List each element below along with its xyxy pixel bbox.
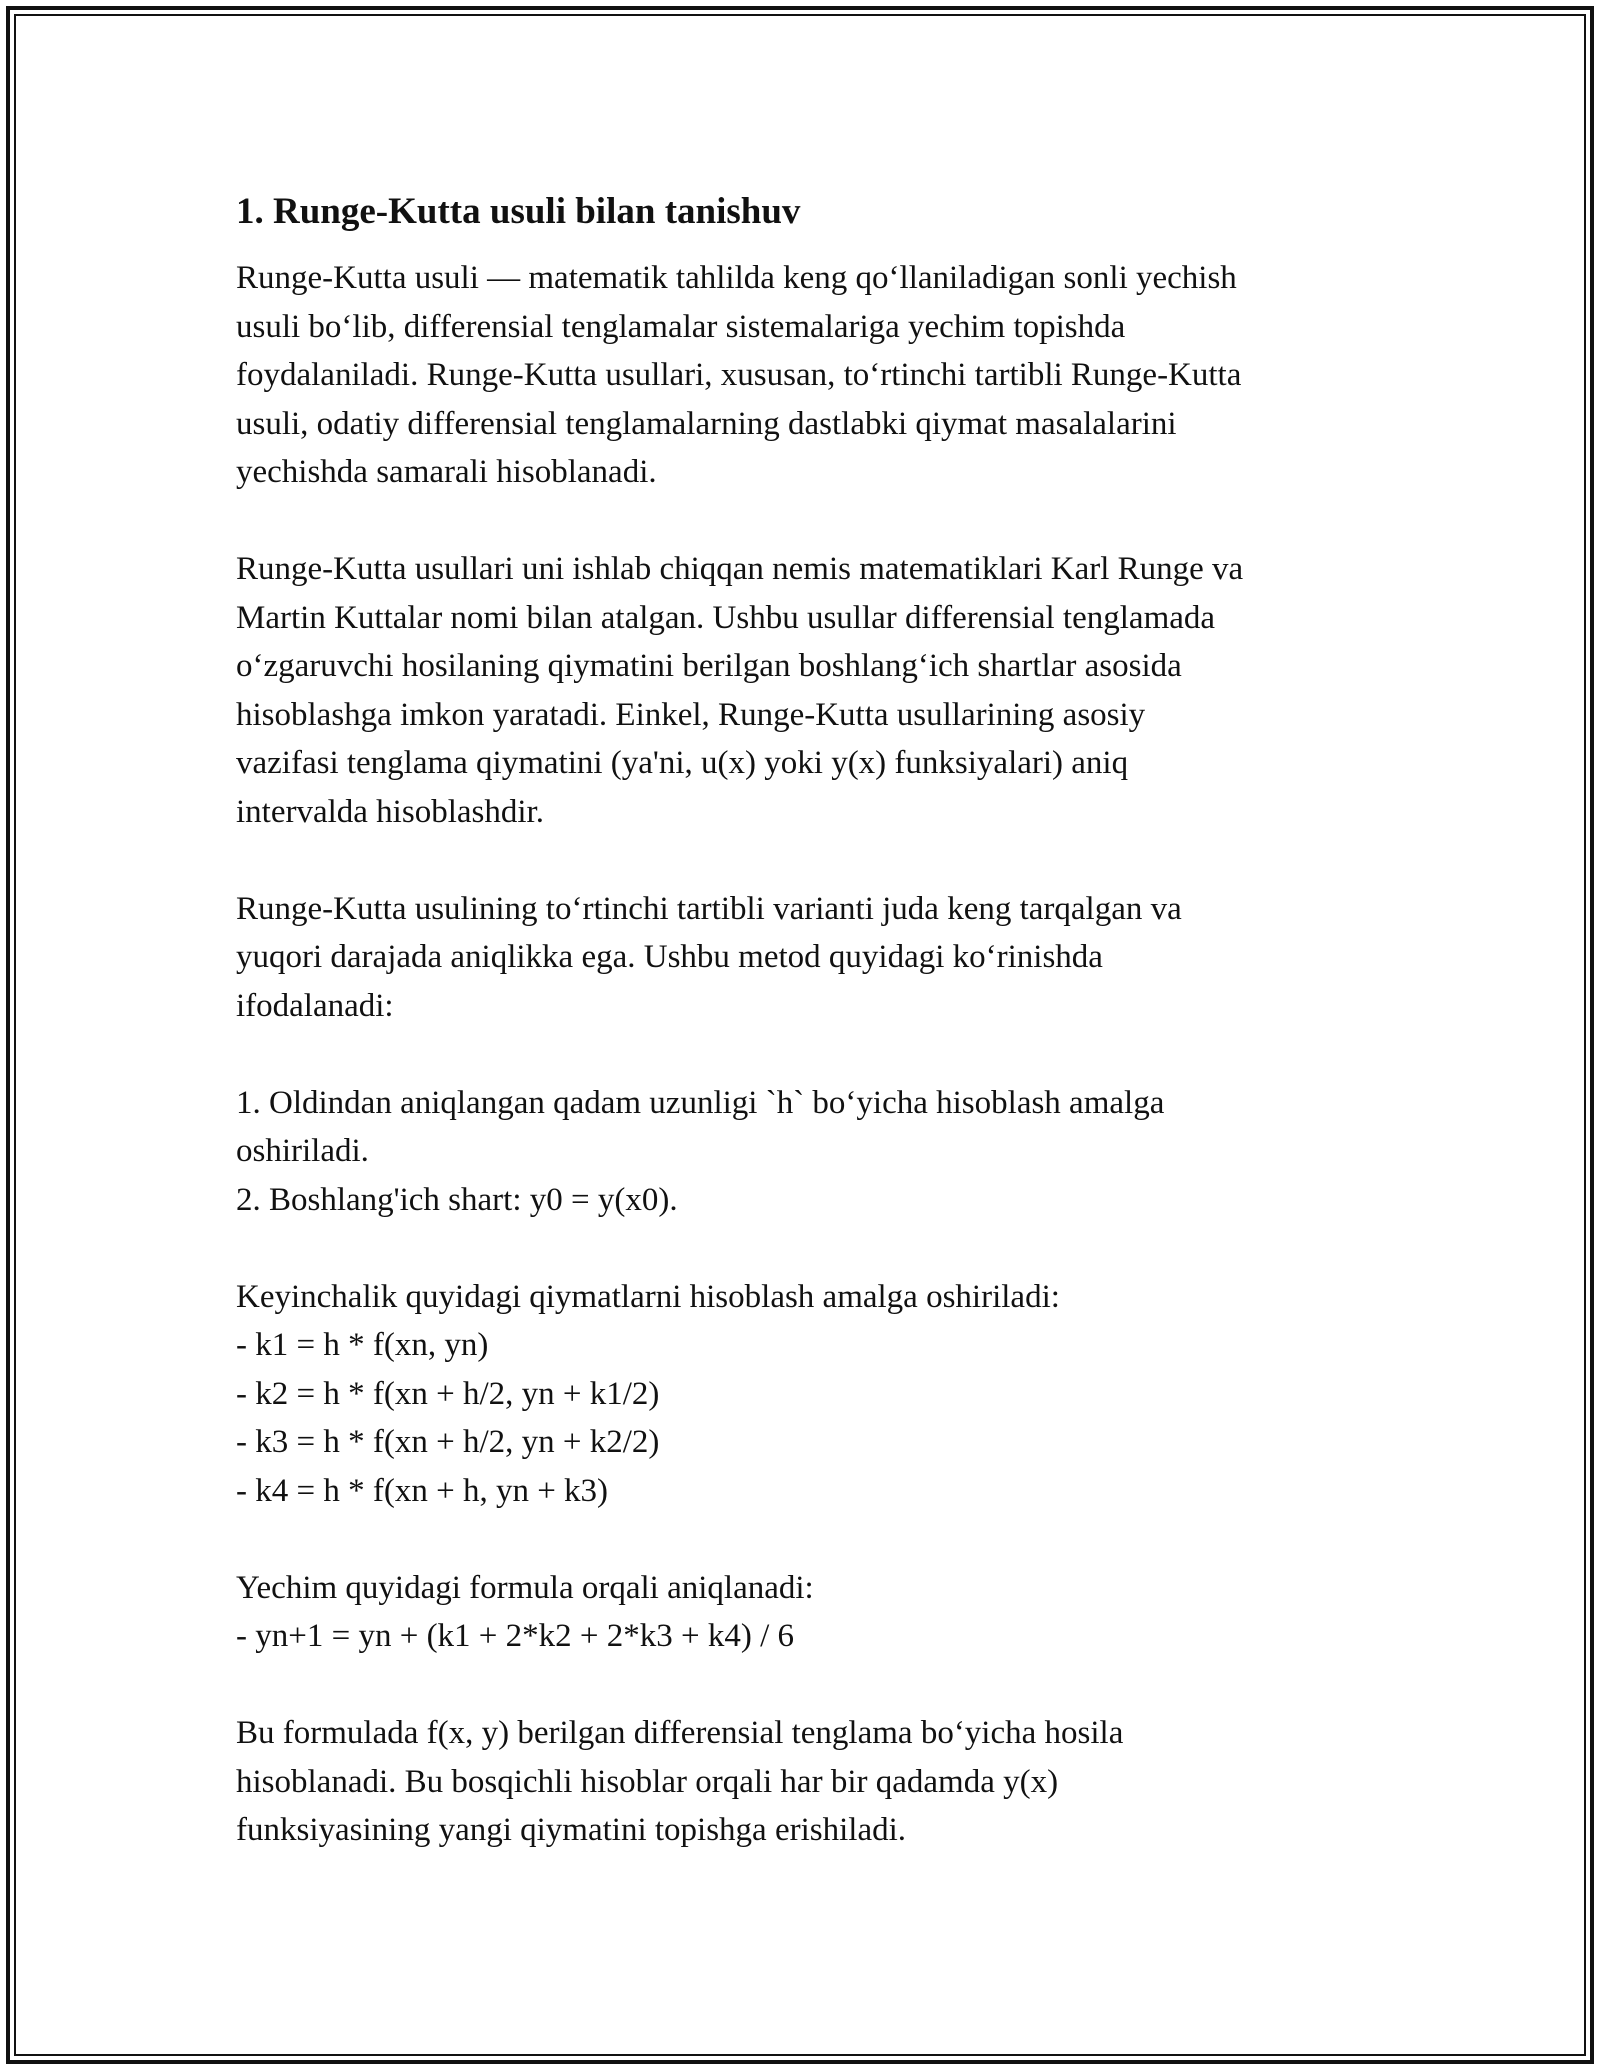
k1-formula: - k1 = h * f(xn, yn): [236, 1327, 489, 1363]
intro-paragraph: Runge-Kutta usuli — matematik tahlilda keng qo‘llaniladigan sonli yechish usuli bo‘lib, differensial tenglamalar sistemalariga yechim topishda foydalaniladi. Runge-Kutta usullari, xususan, to‘rtinchi tartibli Runge-Kutta usuli, odatiy differensial tenglamalarning dastlabki qiymat masalalarini yechishda samarali hisoblanadi.: [236, 260, 1242, 490]
step-2-text: 2. Boshlang'ich shart: y0 = y(x0).: [236, 1181, 678, 1218]
closing-paragraph: Bu formulada f(x, y) berilgan differensial tenglama bo‘yicha hosila hisoblanadi. Bu bosqichli hisoblar orqali har bir qadamda y(x) funksiyasining yangi qiymatini topishga erishiladi.: [236, 1715, 1124, 1848]
history-paragraph: Runge-Kutta usullari uni ishlab chiqqan nemis matematiklari Karl Runge va Martin Kuttalar nomi bilan atalgan. Ushbu usullar differensial tenglamada o‘zgaruvchi hosilaning qiymatini berilgan boshlang‘ich shartlar asosida hisoblashga imkon yaratadi. Einkel, Runge-Kutta usullarining asosiy vazifasi tenglama qiymatini (ya'ni, u(x) yoki y(x) funksiyalari) aniq intervalda hisoblashdir.: [236, 551, 1244, 830]
solution-formula: - yn+1 = yn + (k1 + 2*k2 + 2*k3 + k4) / 6: [236, 1618, 795, 1654]
section-title: 1. Runge-Kutta usuli bilan tanishuv: [236, 191, 801, 232]
rk4-paragraph: Runge-Kutta usulining to‘rtinchi tartibli varianti juda keng tarqalgan va yuqori darajada aniqlikka ega. Ushbu metod quyidagi ko‘rinishda ifodalanadi:: [236, 890, 1182, 1024]
k2-formula: - k2 = h * f(xn + h/2, yn + k1/2): [236, 1375, 660, 1412]
k-values-intro: Keyinchalik quyidagi qiymatlarni hisoblash amalga oshiriladi:: [236, 1278, 1060, 1315]
k4-formula: - k4 = h * f(xn + h, yn + k3): [236, 1472, 609, 1509]
document-body: [236, 188, 1386, 1855]
solution-intro: Yechim quyidagi formula orqali aniqlanadi:: [236, 1569, 814, 1606]
step-1-text: 1. Oldindan aniqlangan qadam uzunligi `h` bo‘yicha hisoblash amalga oshiriladi.: [236, 1084, 1165, 1169]
k3-formula: - k3 = h * f(xn + h/2, yn + k2/2): [236, 1424, 660, 1460]
